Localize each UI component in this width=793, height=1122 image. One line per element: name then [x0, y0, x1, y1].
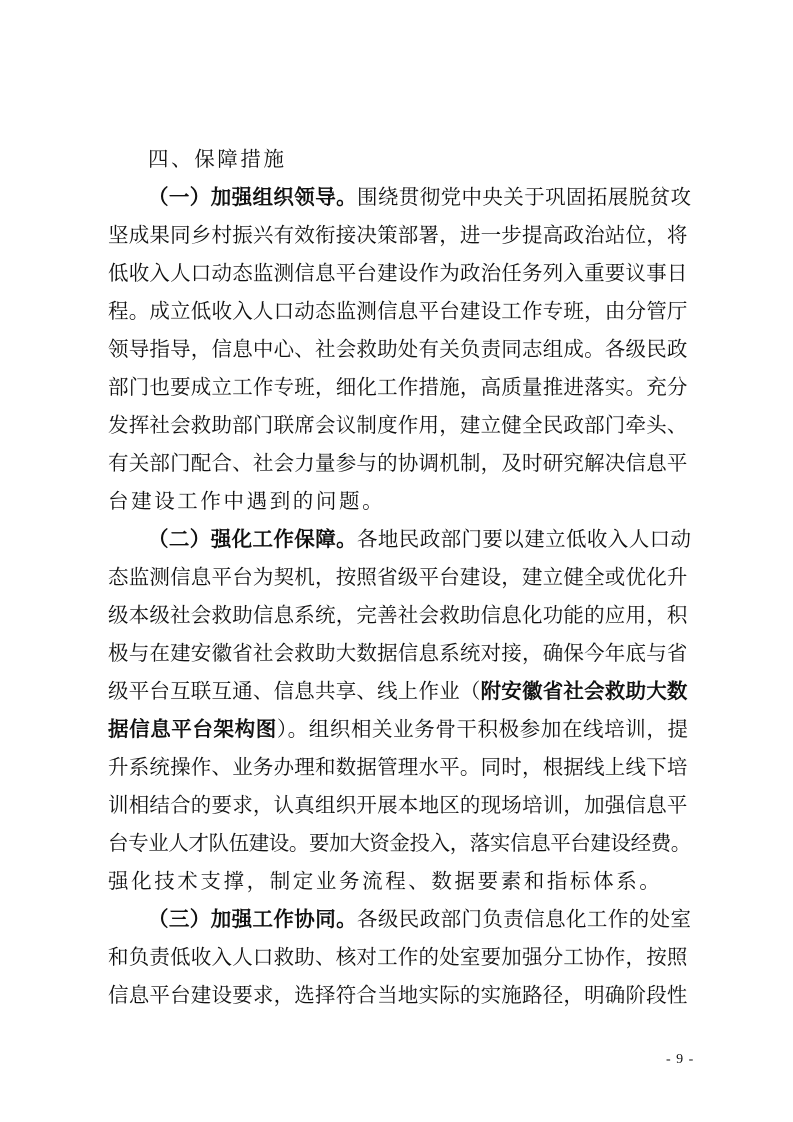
paragraph-2-line-2: 态监测信息平台为契机，按照省级平台建设，建立健全或优化升 — [108, 565, 688, 589]
paragraph-1-line-5: 领导指导，信息中心、社会救助处有关负责同志组成。各级民政 — [108, 337, 688, 361]
paragraph-2-text: 各地民政部门要以建立低收入人口动 — [357, 527, 692, 551]
paragraph-2-title: （二）强化工作保障。 — [148, 527, 357, 551]
paragraph-1-line-4: 程。成立低收入人口动态监测信息平台建设工作专班，由分管厅 — [108, 299, 688, 323]
paragraph-1-line-2: 坚成果同乡村振兴有效衔接决策部署，进一步提高政治站位，将 — [108, 223, 688, 247]
paragraph-2-line-5-text: 级平台互联互通、信息共享、线上作业（ — [108, 679, 481, 703]
paragraph-2-line-4: 极与在建安徽省社会救助大数据信息系统对接，确保今年底与省 — [108, 641, 688, 665]
paragraph-1-line-7: 发挥社会救助部门联席会议制度作用，建立健全民政部门牵头、 — [108, 413, 688, 437]
paragraph-2-line-8: 训相结合的要求，认真组织开展本地区的现场培训，加强信息平 — [108, 793, 688, 817]
attachment-reference-bold: 附安徽省社会救助大数 — [480, 679, 688, 703]
paragraph-2-line-10: 强化技术支撑，制定业务流程、数据要素和指标体系。 — [108, 869, 663, 893]
paragraph-2-line-6-text: ）。组织相关业务骨干积极参加在线培训，提 — [276, 717, 689, 741]
paragraph-2-line-5 — [108, 672, 688, 710]
paragraph-1-line-9: 台建设工作中遇到的问题。 — [108, 489, 386, 513]
paragraph-1-text: 围绕贯彻党中央关于巩固拓展脱贫攻 — [357, 185, 692, 209]
paragraph-3-title: （三）加强工作协同。 — [148, 907, 357, 931]
page-number: - 9 - — [666, 1052, 695, 1067]
paragraph-3-text: 各级民政部门负责信息化工作的处室 — [357, 907, 692, 931]
paragraph-1-line-1 — [148, 178, 691, 216]
paragraph-2-line-1 — [148, 520, 691, 558]
attachment-reference-bold-cont: 据信息平台架构图 — [108, 717, 277, 741]
paragraph-1-line-3: 低收入人口动态监测信息平台建设作为政治任务列入重要议事日 — [108, 261, 688, 285]
paragraph-3-line-3: 信息平台建设要求，选择符合当地实际的实施路径，明确阶段性 — [108, 983, 688, 1007]
paragraph-1-title: （一）加强组织领导。 — [148, 185, 357, 209]
paragraph-2-line-7: 升系统操作、业务办理和数据管理水平。同时，根据线上线下培 — [108, 755, 688, 779]
section-heading: 四、保障措施 — [148, 147, 287, 171]
paragraph-3-line-2: 和负责低收入人口救助、核对工作的处室要加强分工协作，按照 — [108, 945, 688, 969]
paragraph-1-line-6: 部门也要成立工作专班，细化工作措施，高质量推进落实。充分 — [108, 375, 688, 399]
paragraph-2-line-6 — [108, 710, 689, 748]
paragraph-3-line-1 — [148, 900, 691, 938]
paragraph-2-line-3: 级本级社会救助信息系统，完善社会救助信息化功能的应用，积 — [108, 603, 688, 627]
paragraph-2-line-9: 台专业人才队伍建设。要加大资金投入，落实信息平台建设经费。 — [108, 831, 691, 855]
paragraph-1-line-8: 有关部门配合、社会力量参与的协调机制，及时研究解决信息平 — [108, 451, 688, 475]
